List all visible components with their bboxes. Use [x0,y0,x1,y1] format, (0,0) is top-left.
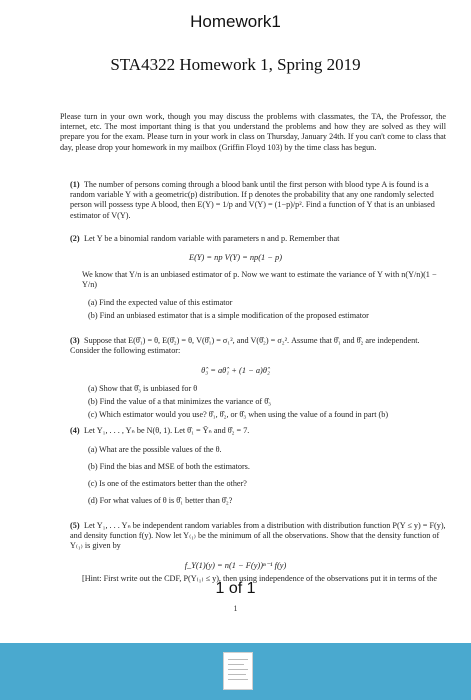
question-3-part-a: (a) Show that θ̂₃ is unbiased for θ [88,384,198,393]
question-4-text: Let Y₁, . . . , Yₙ be N(θ, 1). Let θ̂₁ = Ȳₙ and θ̂₂ = 7. [84,426,250,435]
thumbnail-line [228,674,246,675]
question-4 [70,426,446,436]
thumbnail-line [228,679,248,680]
question-2-equation: E(Y) = np V(Y) = np(1 − p) [188,253,283,262]
intro-paragraph: Please turn in your own work, though you may discuss the problems with classmates, the TA, the Professor, the internet, etc. The most important thing is that you understand the problems and how they are solved as they will prepare you for the exam. Please turn in your work in class on Thursday, January 24th. If you can't come to class that day, please drop your homework in my mailbox (Griffin Floyd 103) by the time class has begun. [60,112,446,152]
question-2-part-a: (a) Find the expected value of this estimator [88,298,233,307]
question-3-number: (3) [70,336,80,345]
question-5-number: (5) [70,521,80,530]
question-4-part-c: (c) Is one of the estimators better than the other? [88,479,247,488]
question-1-text: The number of persons coming through a blood bank until the first person with blood type A is found is a random variable Y with a geometric(p) distribution. If p denotes the probability that any one randomly selected person will possess type A blood, then E(Y) = 1/p and V(Y) = (1−p)/p². Find a function of Y that is an unbiased estimator of V(Y). [70,180,435,220]
question-4-number: (4) [70,426,80,435]
question-1 [70,180,446,221]
question-5-text: Let Y₁, . . . Yₙ be independent random variables from a distribution with distribution function P(Y ≤ y) = F(y), and density function f(y). Now let Y₍₁₎ be the minimum of all the observations. Show that the density function of Y₍₁₎ is given by [70,521,446,551]
thumbnail-line [228,659,248,660]
question-2 [70,234,446,244]
window-title: Homework1 [190,12,281,31]
question-4-part-a: (a) What are the possible values of the θ. [88,445,222,454]
question-2-text-2: We know that Y/n is an unbiased estimator of p. Now we want to estimate the variance of Y with n(Y/n)(1 − Y/n) [82,270,437,290]
question-2-text: Let Y be a binomial random variable with parameters n and p. Remember that [84,234,340,243]
question-3-part-c: (c) Which estimator would you use? θ̂₁, θ̂₂, or θ̂₃ when using the value of a found in part (b) [88,410,389,419]
question-5 [70,521,446,552]
question-3-text: Suppose that E(θ̂₁) = θ, E(θ̂₂) = θ, V(θ̂₁) = σ₁², and V(θ̂₂) = σ₂². Assume that θ̂₁ and θ̂₂ are independent. Consider the following estimator: [70,336,420,356]
page-number-footer: 1 [233,604,238,613]
question-3-equation: θ̂₃ = aθ̂₁ + (1 − a)θ̂₂ [201,366,270,375]
thumbnail-line [228,664,244,665]
question-3 [70,336,446,356]
page-indicator: 1 of 1 [215,580,256,597]
question-3-part-b: (b) Find the value of a that minimizes the variance of θ̂₃ [88,397,271,406]
page-thumbnail[interactable] [223,652,253,690]
question-2-part-b: (b) Find an unbiased estimator that is a simple modification of the proposed estimator [88,311,369,320]
page-title: STA4322 Homework 1, Spring 2019 [110,55,361,74]
question-5-equation: f_Y(1)(y) = n(1 − F(y))ⁿ⁻¹ f(y) [184,561,287,570]
question-4-part-d: (d) For what values of θ is θ̂₁ better than θ̂₂? [88,496,233,505]
question-2-number: (2) [70,234,80,243]
thumbnail-line [228,669,248,670]
question-5-hint: [Hint: First write out the CDF, P(Y₍₁₎ ≤ y), then using independence of the observations put it in terms of the [82,574,437,583]
question-1-number: (1) [70,180,80,189]
question-4-part-b: (b) Find the bias and MSE of both the estimators. [88,462,250,471]
